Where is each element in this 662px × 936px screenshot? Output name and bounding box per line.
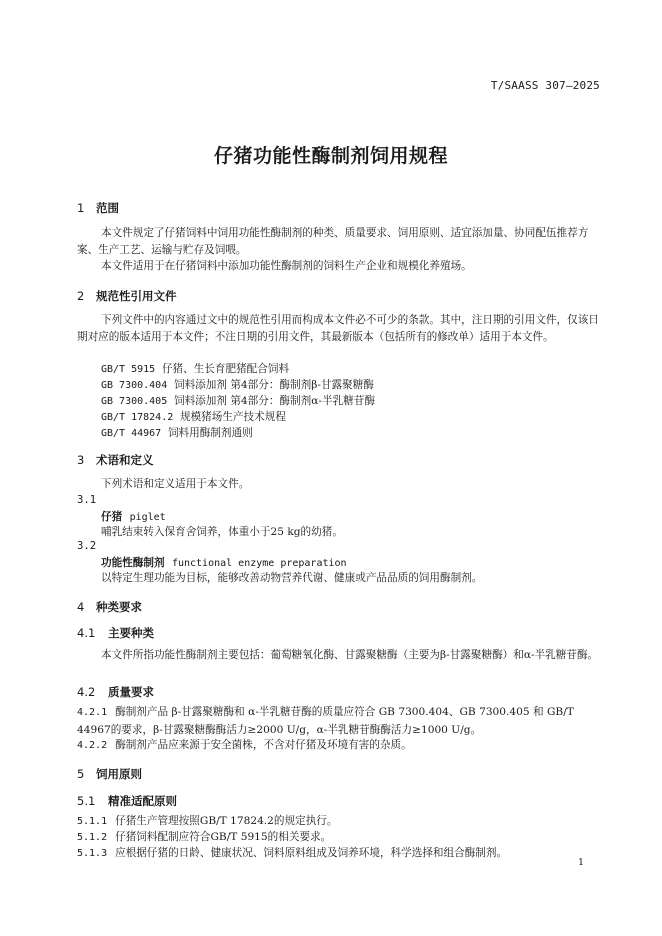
reference-code: GB 7300.404 xyxy=(101,380,168,391)
reference-name: 饲料用酶制剂通则 xyxy=(167,427,253,439)
term-number: 3.1 xyxy=(77,494,97,506)
section-title: 规范性引用文件 xyxy=(96,289,177,303)
subsection-title: 质量要求 xyxy=(108,685,154,699)
section-heading-types xyxy=(77,599,142,615)
section-number: 3 xyxy=(77,453,85,467)
section-number: 2 xyxy=(77,289,85,303)
paragraph: 本文件所指功能性酶制剂主要包括：葡萄糖氧化酶、甘露聚糖酶（主要为β-甘露聚糖酶）和α-半乳糖苷酶。 xyxy=(101,649,599,661)
clause-item xyxy=(77,845,600,863)
term-number: 3.2 xyxy=(77,540,97,552)
subsection-heading xyxy=(77,625,154,641)
term-name-en: piglet xyxy=(129,512,166,523)
section-title: 术语和定义 xyxy=(96,453,154,467)
section-heading-feeding-principles xyxy=(77,766,142,782)
section-title: 种类要求 xyxy=(96,600,142,614)
standard-code: T/SAASS 307—2025 xyxy=(490,79,600,92)
paragraph: 本文件适用于在仔猪饲料中添加功能性酶制剂的饲料生产企业和规模化养殖场。 xyxy=(101,260,472,272)
section-heading-terms xyxy=(77,452,154,468)
term-name xyxy=(101,509,166,524)
section-number: 5 xyxy=(77,767,85,781)
subsection-title: 主要种类 xyxy=(108,626,154,640)
clause-item xyxy=(77,829,600,847)
subsection-number: 4.2 xyxy=(77,685,96,699)
term-name-zh: 仔猪 xyxy=(101,511,123,523)
subsection-title: 精准适配原则 xyxy=(108,794,177,808)
clause-text: 应根据仔猪的日龄、健康状况、饲料原料组成及饲养环境，科学选择和组合酶制剂。 xyxy=(115,847,508,859)
clause-number: 5.1.3 xyxy=(77,848,108,859)
page-number: 1 xyxy=(577,857,584,868)
clause-item xyxy=(77,704,600,738)
subsection-heading xyxy=(77,684,154,700)
paragraph: 本文件规定了仔猪饲料中饲用功能性酶制剂的种类、质量要求、饲用原则、适宜添加量、协同配伍推荐方案、生产工艺、运输与贮存及饲喂。 xyxy=(77,227,589,256)
subsection-number: 5.1 xyxy=(77,794,96,808)
section-title: 范围 xyxy=(96,201,119,215)
reference-code: GB/T 44967 xyxy=(101,428,162,439)
clause-number: 5.1.1 xyxy=(77,816,108,827)
reference-item xyxy=(101,425,253,443)
clause-number: 5.1.2 xyxy=(77,832,108,843)
term-name xyxy=(101,555,347,570)
clause-item xyxy=(77,737,600,755)
document-title: 仔猪功能性酶制剂饲用规程 xyxy=(213,145,448,167)
clause-text: 仔猪饲料配制应符合GB/T 5915的相关要求。 xyxy=(115,831,332,843)
reference-code: GB 7300.405 xyxy=(101,396,168,407)
clause-text: 酶制剂产品应来源于安全菌株，不含对仔猪及环境有害的杂质。 xyxy=(115,739,412,751)
section-title: 饲用原则 xyxy=(96,767,142,781)
section-heading-scope xyxy=(77,200,119,216)
reference-name: 饲料添加剂 第4部分：酶制剂α-半乳糖苷酶 xyxy=(173,395,375,407)
reference-name: 饲料添加剂 第4部分：酶制剂β-甘露聚糖酶 xyxy=(173,379,374,391)
reference-item xyxy=(101,377,374,395)
clause-text: 酶制剂产品 β-甘露聚糖酶和 α-半乳糖苷酶的质量应符合 GB 7300.404、GB 7300.405 和 GB/T 44967的要求，β-甘露聚糖酶酶活力≥2000 U/g，α-半乳糖苷酶酶活力≥1000 U/g。 xyxy=(77,706,574,736)
reference-name: 规模猪场生产技术规程 xyxy=(180,411,286,423)
clause-text: 仔猪生产管理按照GB/T 17824.2的规定执行。 xyxy=(115,815,338,827)
reference-code: GB/T 17824.2 xyxy=(101,412,174,423)
clause-number: 4.2.2 xyxy=(77,740,108,751)
reference-item xyxy=(101,409,286,427)
subsection-heading xyxy=(77,793,177,809)
term-name-zh: 功能性酶制剂 xyxy=(101,557,165,569)
term-definition: 以特定生理功能为目标，能够改善动物营养代谢、健康或产品品质的饲用酶制剂。 xyxy=(101,572,483,584)
reference-code: GB/T 5915 xyxy=(101,364,156,375)
reference-item xyxy=(101,393,375,411)
paragraph: 下列术语和定义适用于本文件。 xyxy=(101,478,250,490)
paragraph: 下列文件中的内容通过文中的规范性引用而构成本文件必不可少的条款。其中，注日期的引用文件，仅该日期对应的版本适用于本文件；不注日期的引用文件，其最新版本（包括所有的修改单）适用于本文件。 xyxy=(77,314,599,343)
term-definition: 哺乳结束转入保育舍饲养，体重小于25 kg的幼猪。 xyxy=(101,526,343,538)
section-number: 4 xyxy=(77,600,85,614)
clause-number: 4.2.1 xyxy=(77,707,108,718)
clause-item xyxy=(77,813,600,831)
reference-name: 仔猪、生长育肥猪配合饲料 xyxy=(161,363,290,375)
section-heading-normative-references xyxy=(77,288,177,304)
section-number: 1 xyxy=(77,201,85,215)
subsection-number: 4.1 xyxy=(77,626,96,640)
reference-item xyxy=(101,361,289,379)
term-name-en: functional enzyme preparation xyxy=(171,558,347,569)
